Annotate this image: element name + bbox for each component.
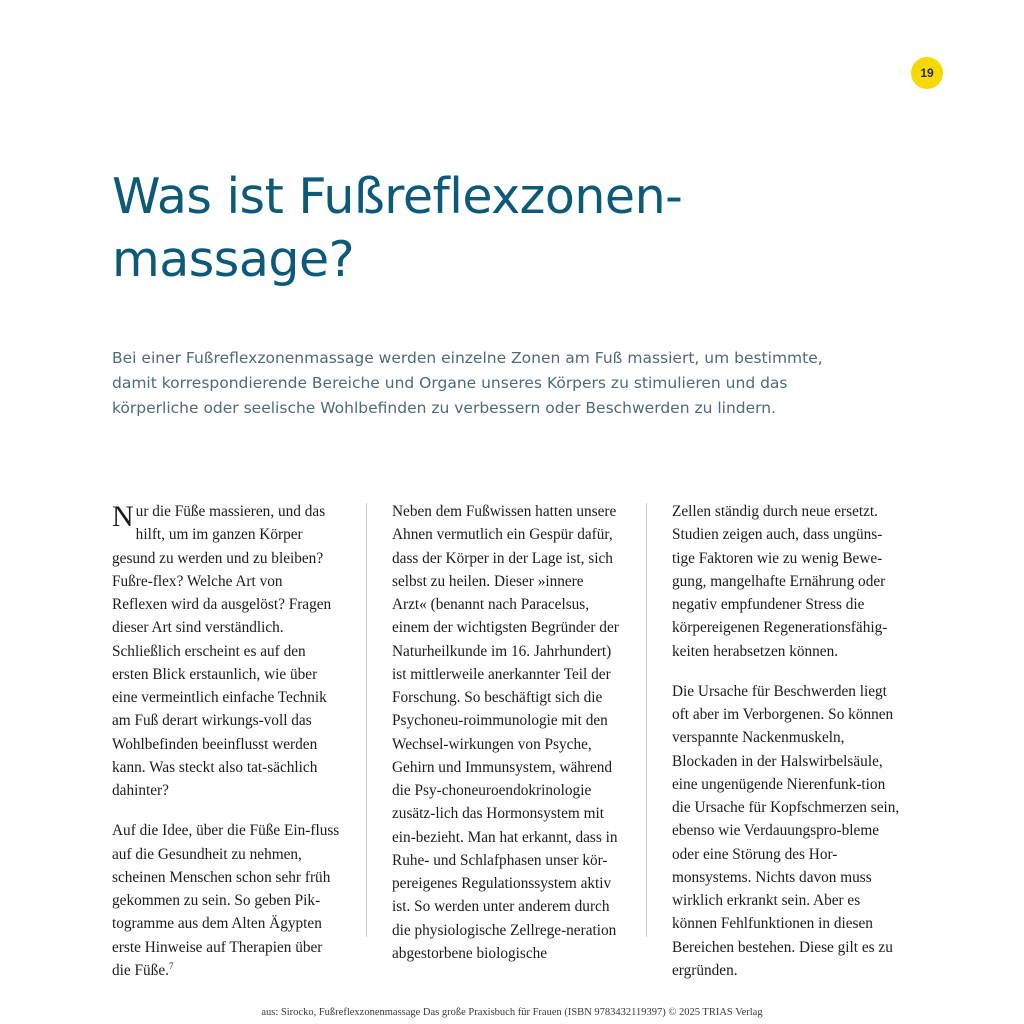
body-columns: [112, 500, 902, 982]
body-column-2: [392, 500, 620, 982]
lead-paragraph: Bei einer Fußreflexzonenmassage werden einzelne Zonen am Fuß massiert, um bestimmte, damit korrespondierende Bereiche und Organe unseres Körpers zu stimulieren und das körperliche oder seelische Wohlbefinden zu verbessern oder Beschwerden zu lindern.: [112, 348, 823, 417]
footer-source-note: aus: Sirocko, Fußreflexzonenmassage Das große Praxisbuch für Frauen (ISBN 9783432119397) © 2025 TRIAS Verlag: [261, 1007, 763, 1018]
paragraph-text: Auf die Idee, über die Füße Ein-fluss auf die Gesundheit zu nehmen, scheinen Menschen schon sehr früh gekommen zu sein. So geben Pik-togramme aus dem Alten Ägypten erste Hinweise auf Therapien über die Füße.: [112, 822, 340, 979]
paragraph: Zellen ständig durch neue ersetzt. Studien zeigen auch, dass ungüns-tige Faktoren wie zu wenig Bewe-gung, mangelhafte Ernährung oder negativ empfundener Stress die körpereigenen Regenerationsfähig-keiten herabsetzen können.: [672, 503, 888, 660]
body-column-3: [672, 500, 900, 982]
paragraph: [112, 819, 340, 982]
body-column-1: [112, 500, 340, 982]
footnote-marker: 7: [168, 960, 174, 971]
drop-cap: N: [112, 500, 134, 533]
paragraph: [112, 500, 340, 802]
paragraph: Neben dem Fußwissen hatten unsere Ahnen vermutlich ein Gespür dafür, dass der Körper in der Lage ist, sich selbst zu heilen. Dieser »innere Arzt« (benannt nach Paracelsus, einem der wichtigsten Begründer der Naturheilkunde im 16. Jahrhundert) ist mittlerweile anerkannter Teil der Forschung. So beschäftigt sich die Psychoneu-roimmunologie mit den Wechsel-wirkungen von Psyche, Gehirn und Immunsystem, während die Psy-choneuroendokrinologie zusätz-lich das Hormonsystem mit ein-bezieht. Man hat erkannt, dass in Ruhe- und Schlafphasen unser kör-pereigenes Regulationssystem aktiv ist. So werden unter anderem durch die physiologische Zellrege-neration abgestorbene biologische: [392, 503, 619, 962]
paragraph-text: ur die Füße massieren, und das hilft, um im ganzen Körper gesund zu werden und zu bleiben? Fußre-flex? Welche Art von Reflexen wird da ausgelöst? Fragen dieser Art sind verständlich. Schließlich erscheint es auf den ersten Blick erstaunlich, wie über eine vermeintlich einfache Technik am Fuß derart wirkungs-voll das Wohlbefinden beeinflusst werden kann. Was steckt also tat-sächlich dahinter?: [112, 503, 332, 799]
page-title: Was ist Fußreflexzonen-massage?: [112, 167, 683, 288]
paragraph: Die Ursache für Beschwerden liegt oft aber im Verborgenen. So können verspannte Nackenmuskeln, Blockaden in der Halswirbelsäule, eine ungenügende Nierenfunk-tion die Ursache für Kopfschmerzen sein, ebenso wie Verdauungspro-bleme oder eine Störung des Hor-monsystems. Nichts davon muss wirklich erkrankt sein. Aber es können Fehlfunktionen in diesen Bereichen bestehen. Diese gilt es zu ergründen.: [672, 682, 900, 979]
page-number-badge: 19: [911, 57, 943, 89]
